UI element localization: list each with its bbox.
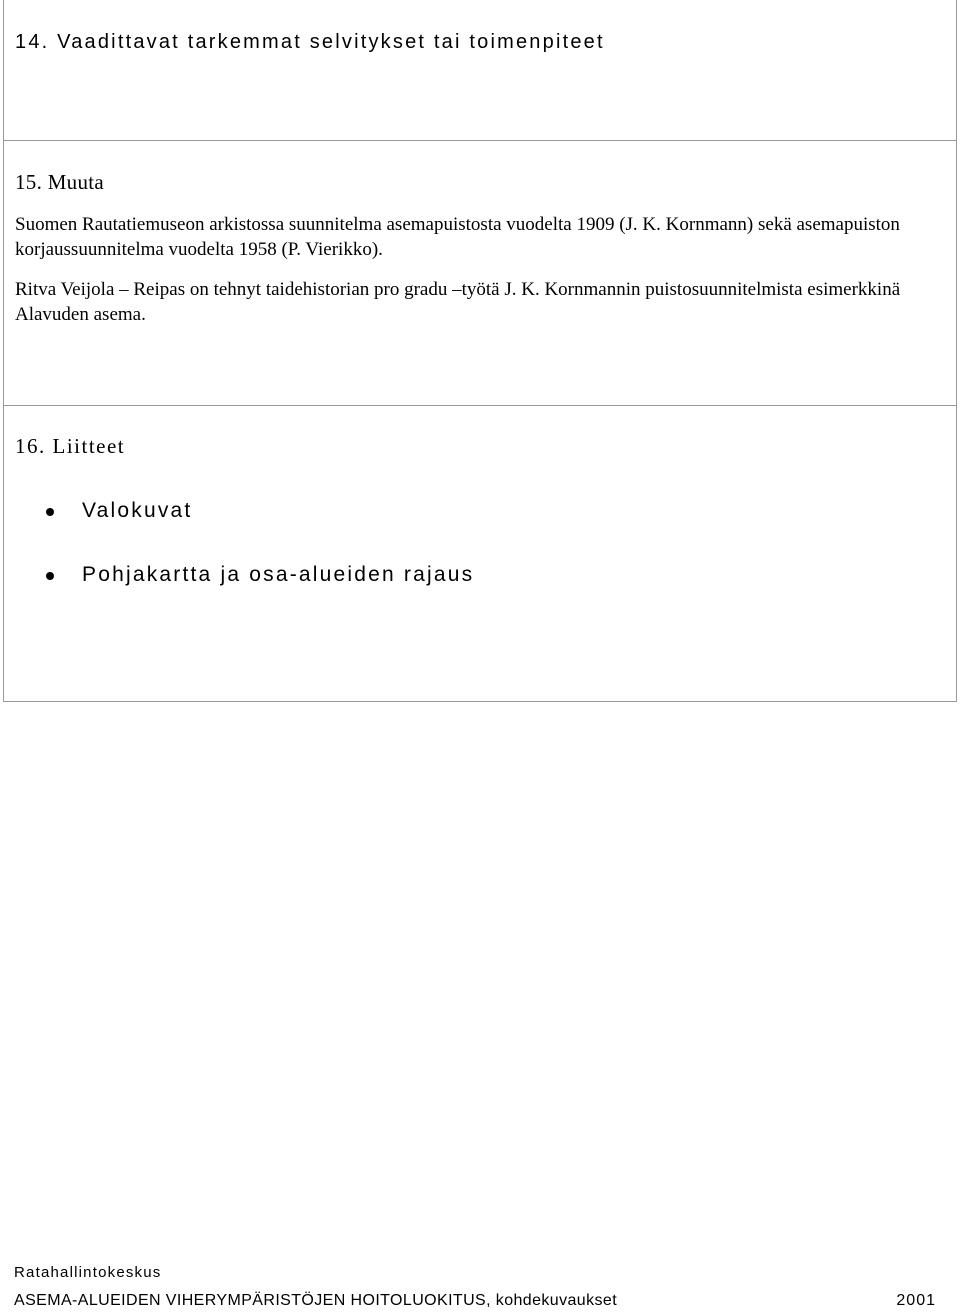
section-divider bbox=[4, 140, 956, 141]
attachment-label: Valokuvat bbox=[82, 499, 193, 522]
section-15-paragraph-2: Ritva Veijola – Reipas on tehnyt taidehistorian pro gradu –työtä J. K. Kornmannin puistosuunnitelmista esimerkkinä Alavuden asema. bbox=[15, 279, 901, 325]
footer-document-title: ASEMA-ALUEIDEN VIHERYMPÄRISTÖJEN HOITOLUOKITUS, kohdekuvaukset bbox=[14, 1292, 618, 1309]
section-15-heading: 15. Muuta bbox=[15, 170, 105, 194]
footer-year: 2001 bbox=[896, 1292, 936, 1309]
section-14-heading: 14. Vaadittavat tarkemmat selvitykset tai toimenpiteet bbox=[15, 31, 605, 53]
footer-document-line bbox=[14, 1292, 936, 1310]
bullet-icon bbox=[46, 508, 54, 516]
bullet-icon bbox=[46, 572, 54, 580]
section-15-paragraph-1: Suomen Rautatiemuseon arkistossa suunnitelma asemapuistosta vuodelta 1909 (J. K. Kornmann) sekä asemapuiston korjaussuunnitelma vuodelta 1958 (P. Vierikko). bbox=[15, 214, 900, 260]
footer-organization: Ratahallintokeskus bbox=[14, 1264, 162, 1281]
form-frame bbox=[3, 0, 957, 702]
attachment-label: Pohjakartta ja osa-alueiden rajaus bbox=[82, 563, 475, 586]
section-16-heading: 16. Liitteet bbox=[15, 434, 126, 458]
section-divider bbox=[4, 405, 956, 406]
